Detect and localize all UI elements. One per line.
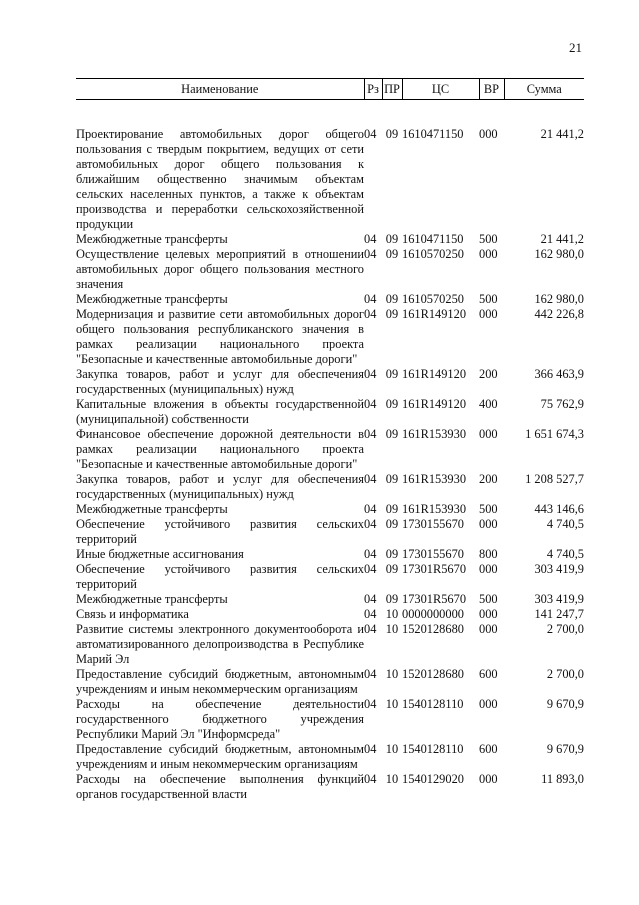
cell-sum: 9 670,9 bbox=[546, 742, 584, 756]
table-row bbox=[76, 472, 584, 502]
cell-cs: 1730155670 bbox=[402, 547, 464, 561]
cell-cs: 17301R5670 bbox=[402, 592, 467, 606]
cell-name: Предоставление субсидий бюджетным, автономным учреждениям и иным некоммерческим организациям bbox=[76, 742, 364, 771]
header-sum: Сумма bbox=[504, 79, 584, 100]
cell-name: Расходы на обеспечение деятельности государственного бюджетного учреждения Республики Марий Эл "Информсреда" bbox=[76, 697, 364, 741]
cell-vr: 000 bbox=[479, 517, 498, 531]
table-header bbox=[76, 79, 584, 100]
table-row bbox=[76, 772, 584, 802]
cell-name: Обеспечение устойчивого развития сельских территорий bbox=[76, 517, 364, 546]
cell-name: Расходы на обеспечение выполнения функций органов государственной власти bbox=[76, 772, 364, 801]
cell-name: Межбюджетные трансферты bbox=[76, 592, 228, 606]
cell-name: Финансовое обеспечение дорожной деятельности в рамках реализации национального проекта "Безопасные и качественные автомобильные дороги" bbox=[76, 427, 364, 471]
cell-sum: 2 700,0 bbox=[546, 667, 584, 681]
cell-rz: 04 bbox=[364, 547, 377, 561]
cell-sum: 4 740,5 bbox=[546, 547, 584, 561]
cell-cs: 1520128680 bbox=[402, 622, 464, 636]
cell-sum: 443 146,6 bbox=[534, 502, 584, 516]
table-row bbox=[76, 547, 584, 562]
cell-rz: 04 bbox=[364, 772, 377, 786]
cell-cs: 161R153930 bbox=[402, 502, 467, 516]
cell-name: Обеспечение устойчивого развития сельских территорий bbox=[76, 562, 364, 591]
cell-name: Проектирование автомобильных дорог общего пользования с твердым покрытием, ведущих от сети автомобильных дорог общего пользования к ближайшим общественно значимым объектам сельских населенных пунктов, а также к объектам производства и переработки сельскохозяйственной продукции bbox=[76, 127, 364, 231]
cell-rz: 04 bbox=[364, 397, 377, 411]
table-row bbox=[76, 517, 584, 547]
cell-pr: 09 bbox=[385, 547, 399, 561]
cell-rz: 04 bbox=[364, 502, 377, 516]
cell-rz: 04 bbox=[364, 427, 377, 441]
cell-pr: 10 bbox=[385, 622, 399, 636]
cell-sum: 21 441,2 bbox=[540, 232, 584, 246]
cell-pr: 09 bbox=[385, 292, 399, 306]
header-vr: ВР bbox=[479, 79, 504, 100]
cell-vr: 500 bbox=[479, 592, 498, 606]
cell-vr: 500 bbox=[479, 232, 498, 246]
header-name: Наименование bbox=[76, 79, 364, 100]
cell-rz: 04 bbox=[364, 517, 377, 531]
page-number: 21 bbox=[569, 40, 582, 55]
header-rz: Рз bbox=[364, 79, 382, 100]
cell-rz: 04 bbox=[364, 127, 377, 141]
table-row bbox=[76, 502, 584, 517]
cell-name: Модернизация и развитие сети автомобильных дорог общего пользования республиканского значения в рамках реализации национального проекта "Безопасные и качественные автомобильные дороги" bbox=[76, 307, 364, 366]
table-row bbox=[76, 592, 584, 607]
cell-name: Межбюджетные трансферты bbox=[76, 292, 228, 306]
cell-vr: 200 bbox=[479, 367, 498, 381]
cell-rz: 04 bbox=[364, 232, 377, 246]
cell-cs: 1520128680 bbox=[402, 667, 464, 681]
table-body bbox=[76, 100, 584, 803]
cell-pr: 10 bbox=[385, 772, 399, 786]
cell-vr: 000 bbox=[479, 607, 498, 621]
table-row bbox=[76, 307, 584, 367]
cell-sum: 75 762,9 bbox=[540, 397, 584, 411]
cell-pr: 09 bbox=[385, 127, 399, 141]
cell-sum: 1 208 527,7 bbox=[525, 472, 584, 486]
header-cs: ЦС bbox=[402, 79, 479, 100]
cell-cs: 1610570250 bbox=[402, 292, 464, 306]
cell-name: Осуществление целевых мероприятий в отношении автомобильных дорог общего пользования местного значения bbox=[76, 247, 364, 291]
cell-name: Межбюджетные трансферты bbox=[76, 502, 228, 516]
cell-sum: 2 700,0 bbox=[546, 622, 584, 636]
cell-sum: 4 740,5 bbox=[546, 517, 584, 531]
cell-name: Развитие системы электронного документооборота и автоматизированного делопроизводства в Республике Марий Эл bbox=[76, 622, 364, 666]
cell-rz: 04 bbox=[364, 622, 377, 636]
table-row bbox=[76, 367, 584, 397]
cell-vr: 400 bbox=[479, 397, 498, 411]
cell-vr: 800 bbox=[479, 547, 498, 561]
cell-vr: 500 bbox=[479, 292, 498, 306]
cell-sum: 11 893,0 bbox=[541, 772, 584, 786]
table-row bbox=[76, 742, 584, 772]
cell-sum: 21 441,2 bbox=[540, 127, 584, 141]
cell-vr: 000 bbox=[479, 772, 498, 786]
cell-pr: 09 bbox=[385, 502, 399, 516]
cell-cs: 0000000000 bbox=[402, 607, 464, 621]
cell-vr: 000 bbox=[479, 307, 498, 321]
cell-vr: 000 bbox=[479, 247, 498, 261]
cell-pr: 09 bbox=[385, 307, 399, 321]
table-row bbox=[76, 667, 584, 697]
cell-rz: 04 bbox=[364, 307, 377, 321]
cell-cs: 161R153930 bbox=[402, 472, 467, 486]
cell-cs: 1730155670 bbox=[402, 517, 464, 531]
cell-rz: 04 bbox=[364, 292, 377, 306]
cell-cs: 161R149120 bbox=[402, 397, 467, 411]
cell-sum: 162 980,0 bbox=[534, 292, 584, 306]
cell-vr: 500 bbox=[479, 502, 498, 516]
cell-cs: 1610471150 bbox=[402, 232, 464, 246]
cell-vr: 000 bbox=[479, 697, 498, 711]
cell-vr: 000 bbox=[479, 427, 498, 441]
table-row bbox=[76, 607, 584, 622]
cell-sum: 141 247,7 bbox=[534, 607, 584, 621]
cell-pr: 09 bbox=[385, 367, 399, 381]
cell-sum: 303 419,9 bbox=[534, 592, 584, 606]
cell-pr: 09 bbox=[385, 517, 399, 531]
cell-pr: 09 bbox=[385, 397, 399, 411]
cell-vr: 000 bbox=[479, 562, 498, 576]
cell-vr: 000 bbox=[479, 127, 498, 141]
cell-rz: 04 bbox=[364, 562, 377, 576]
cell-name: Капитальные вложения в объекты государственной (муниципальной) собственности bbox=[76, 397, 364, 426]
cell-rz: 04 bbox=[364, 607, 377, 621]
cell-rz: 04 bbox=[364, 367, 377, 381]
cell-pr: 09 bbox=[385, 562, 399, 576]
cell-cs: 1610471150 bbox=[402, 127, 464, 141]
cell-sum: 366 463,9 bbox=[534, 367, 584, 381]
cell-rz: 04 bbox=[364, 472, 377, 486]
cell-rz: 04 bbox=[364, 592, 377, 606]
table-row bbox=[76, 292, 584, 307]
cell-vr: 600 bbox=[479, 667, 498, 681]
table-row bbox=[76, 397, 584, 427]
cell-name: Закупка товаров, работ и услуг для обеспечения государственных (муниципальных) нужд bbox=[76, 367, 364, 396]
cell-rz: 04 bbox=[364, 742, 377, 756]
cell-vr: 200 bbox=[479, 472, 498, 486]
cell-pr: 09 bbox=[385, 232, 399, 246]
cell-name: Предоставление субсидий бюджетным, автономным учреждениям и иным некоммерческим организациям bbox=[76, 667, 364, 696]
cell-cs: 1610570250 bbox=[402, 247, 464, 261]
cell-sum: 9 670,9 bbox=[546, 697, 584, 711]
cell-sum: 442 226,8 bbox=[534, 307, 584, 321]
cell-cs: 1540129020 bbox=[402, 772, 464, 786]
cell-pr: 09 bbox=[385, 247, 399, 261]
cell-cs: 161R149120 bbox=[402, 367, 467, 381]
cell-sum: 303 419,9 bbox=[534, 562, 584, 576]
table-row bbox=[76, 100, 584, 233]
cell-cs: 161R153930 bbox=[402, 427, 467, 441]
cell-pr: 09 bbox=[385, 472, 399, 486]
cell-pr: 09 bbox=[385, 427, 399, 441]
table-row bbox=[76, 697, 584, 742]
cell-cs: 17301R5670 bbox=[402, 562, 467, 576]
table-row bbox=[76, 247, 584, 292]
cell-pr: 10 bbox=[385, 607, 399, 621]
cell-cs: 161R149120 bbox=[402, 307, 467, 321]
cell-name: Связь и информатика bbox=[76, 607, 189, 621]
cell-name: Иные бюджетные ассигнования bbox=[76, 547, 244, 561]
cell-rz: 04 bbox=[364, 667, 377, 681]
cell-pr: 09 bbox=[385, 592, 399, 606]
header-pr: ПР bbox=[382, 79, 402, 100]
table-row bbox=[76, 622, 584, 667]
table-row bbox=[76, 427, 584, 472]
table-row bbox=[76, 562, 584, 592]
cell-sum: 162 980,0 bbox=[534, 247, 584, 261]
cell-vr: 000 bbox=[479, 622, 498, 636]
cell-vr: 600 bbox=[479, 742, 498, 756]
cell-cs: 1540128110 bbox=[402, 697, 464, 711]
cell-sum: 1 651 674,3 bbox=[525, 427, 584, 441]
cell-pr: 10 bbox=[385, 667, 399, 681]
budget-table bbox=[76, 78, 584, 802]
cell-rz: 04 bbox=[364, 247, 377, 261]
cell-cs: 1540128110 bbox=[402, 742, 464, 756]
cell-pr: 10 bbox=[385, 742, 399, 756]
cell-pr: 10 bbox=[385, 697, 399, 711]
table-row bbox=[76, 232, 584, 247]
cell-rz: 04 bbox=[364, 697, 377, 711]
cell-name: Закупка товаров, работ и услуг для обеспечения государственных (муниципальных) нужд bbox=[76, 472, 364, 501]
cell-name: Межбюджетные трансферты bbox=[76, 232, 228, 246]
